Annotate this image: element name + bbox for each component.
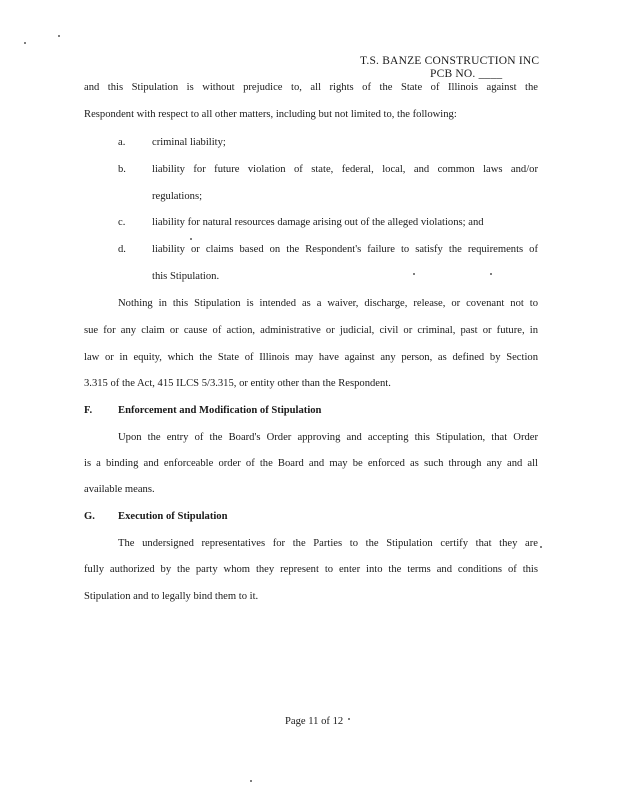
paragraph-line: Nothing in this Stipulation is intended as a waiver, discharge, release, or covenant not to [118,298,538,309]
list-item-text: liability or claims based on the Respondent's failure to satisfy the requirements of [152,244,538,255]
intro-line-2: Respondent with respect to all other matters, including but not limited to, the following: [84,109,457,120]
scan-speck [58,35,60,37]
paragraph-line: sue for any claim or cause of action, administrative or judicial, civil or criminal, past or future, in [84,325,538,336]
paragraph-line: 3.315 of the Act, 415 ILCS 5/3.315, or entity other than the Respondent. [84,378,391,389]
list-item-letter: c. [118,217,126,228]
scan-speck [24,42,26,44]
scan-speck [348,718,350,720]
list-item-letter: d. [118,244,126,255]
scan-speck [540,546,542,548]
page-number: Page 11 of 12 [285,716,344,727]
scan-speck [490,273,492,275]
paragraph-line: Upon the entry of the Board's Order approving and accepting this Stipulation, that Order [118,432,538,443]
header-pcb-no: PCB NO. ____ [430,68,503,80]
scan-speck [250,780,252,782]
paragraph-line: is a binding and enforceable order of the Board and may be enforced as such through any and all [84,458,538,469]
list-item-letter: a. [118,137,126,148]
list-item-text: criminal liability; [152,137,226,148]
list-item-text: regulations; [152,191,203,202]
list-item-text: liability for future violation of state, federal, local, and common laws and/or [152,164,538,175]
paragraph-line: fully authorized by the party whom they represent to enter into the terms and conditions of this [84,564,538,575]
header-company: T.S. BANZE CONSTRUCTION INC [360,55,540,67]
section-f-letter: F. [84,405,93,416]
section-g-letter: G. [84,511,95,522]
paragraph-line: The undersigned representatives for the Parties to the Stipulation certify that they are [118,538,538,549]
list-item-letter: b. [118,164,126,175]
section-g-title: Execution of Stipulation [118,511,228,522]
paragraph-line: law or in equity, which the State of Illinois may have against any person, as defined by Section [84,352,538,363]
section-f-title: Enforcement and Modification of Stipulation [118,405,322,416]
intro-line-1: and this Stipulation is without prejudice to, all rights of the State of Illinois against the [84,82,538,93]
scan-speck [413,273,415,275]
list-item-text: this Stipulation. [152,271,220,282]
list-item-text: liability for natural resources damage arising out of the alleged violations; and [152,217,484,228]
paragraph-line: Stipulation and to legally bind them to it. [84,591,259,602]
paragraph-line: available means. [84,484,155,495]
scan-speck [190,238,192,240]
